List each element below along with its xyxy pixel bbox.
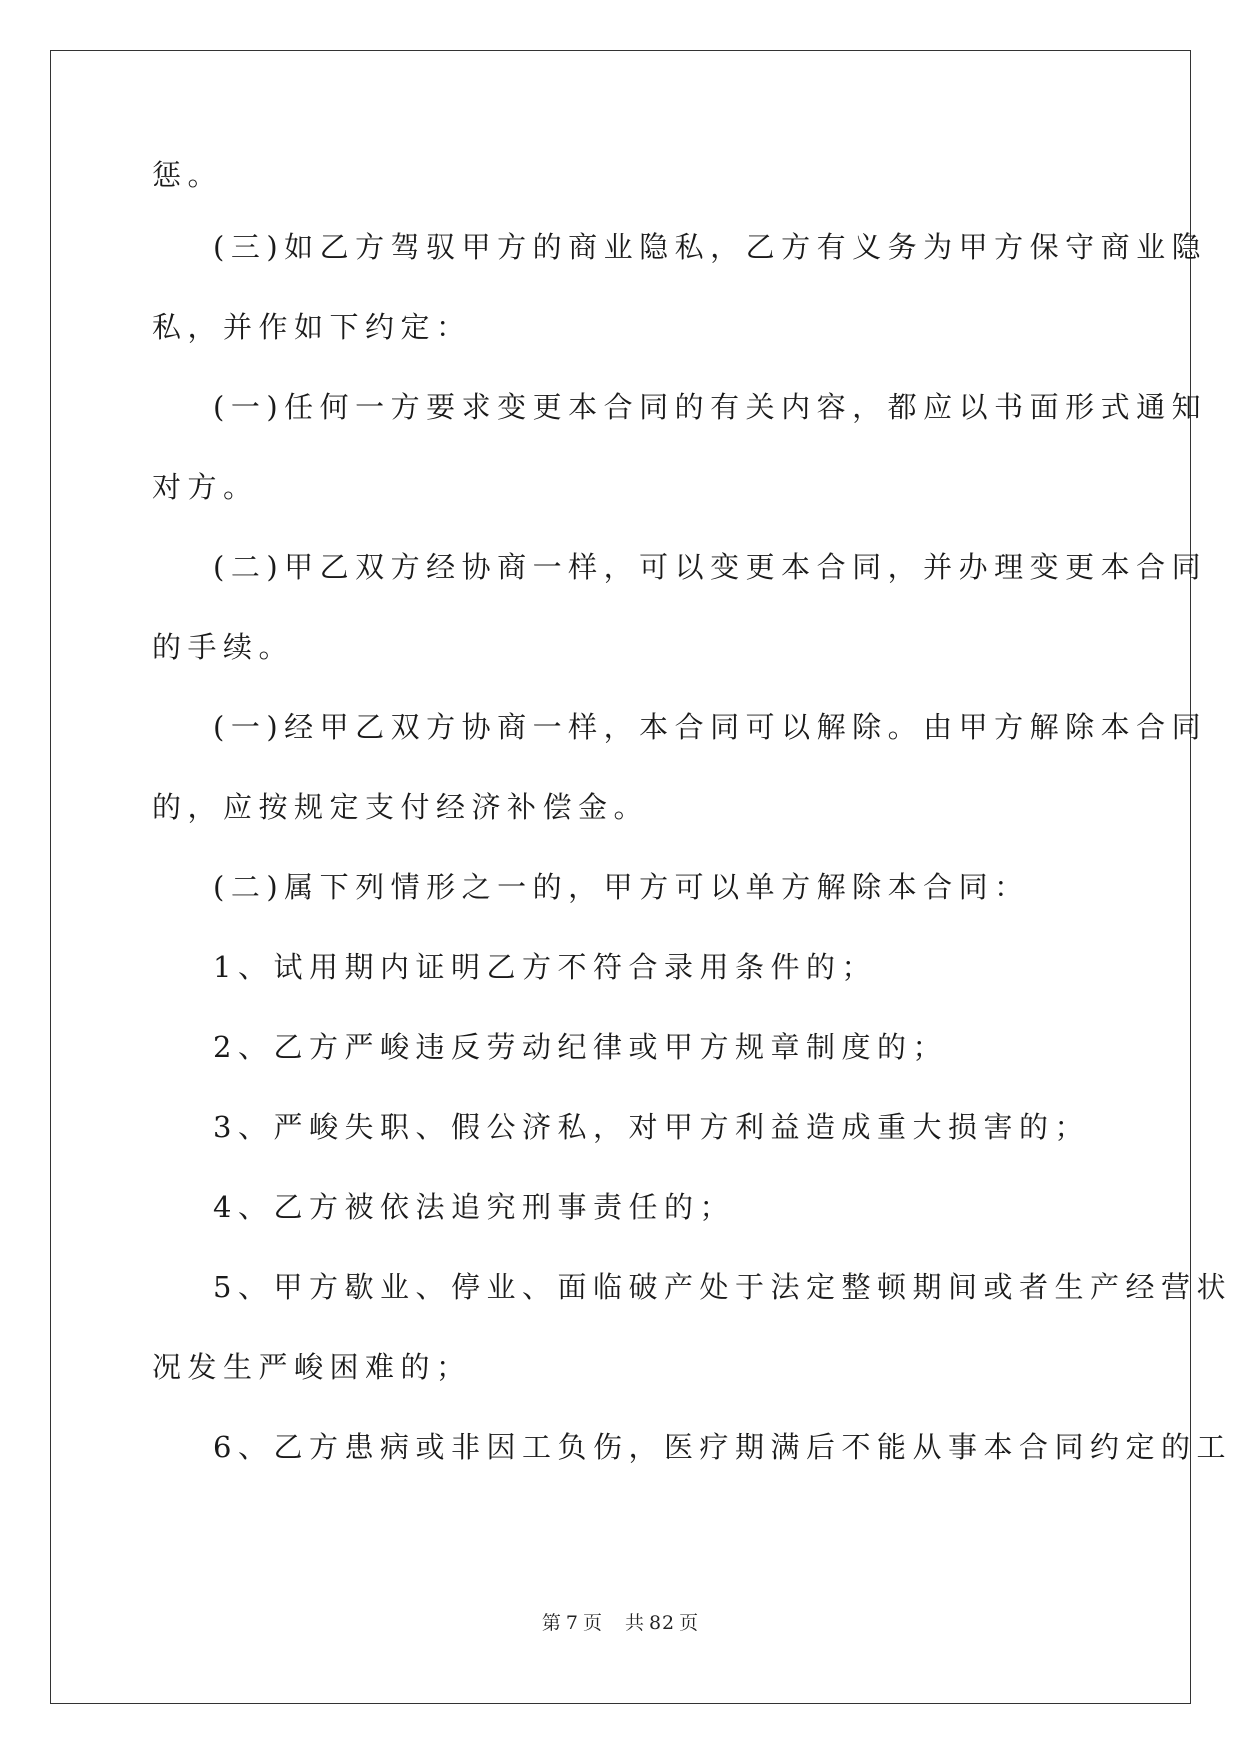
footer-page-prefix: 第	[541, 1612, 562, 1634]
text-line-1: 惩。	[152, 158, 224, 192]
text-line-8: (一)经甲乙双方协商一样，本合同可以解除。由甲方解除本合同	[213, 710, 1208, 744]
footer-total-suffix: 页	[679, 1612, 700, 1634]
text-line-9: 的，应按规定支付经济补偿金。	[152, 790, 650, 824]
text-line-11: 1、试用期内证明乙方不符合录用条件的；	[213, 950, 877, 984]
text-line-7: 的手续。	[152, 630, 295, 664]
text-line-13: 3、严峻失职、假公济私，对甲方利益造成重大损害的；	[213, 1110, 1090, 1144]
footer-total-pages: 82	[648, 1612, 676, 1634]
text-line-16: 况发生严峻困难的；	[152, 1350, 472, 1384]
text-line-17: 6、乙方患病或非因工负伤，医疗期满后不能从事本合同约定的工	[213, 1430, 1232, 1464]
footer-total-prefix: 共	[624, 1612, 645, 1634]
text-line-15: 5、甲方歇业、停业、面临破产处于法定整顿期间或者生产经营状	[213, 1270, 1232, 1304]
footer-page-number: 7	[565, 1612, 579, 1634]
text-line-10: (二)属下列情形之一的，甲方可以单方解除本合同：	[213, 870, 1030, 904]
text-line-5: 对方。	[152, 470, 259, 504]
text-line-4: (一)任何一方要求变更本合同的有关内容，都应以书面形式通知	[213, 390, 1208, 424]
text-line-12: 2、乙方严峻违反劳动纪律或甲方规章制度的；	[213, 1030, 948, 1064]
text-line-3: 私，并作如下约定：	[152, 310, 472, 344]
footer-page-suffix: 页	[582, 1612, 603, 1634]
text-line-2: (三)如乙方驾驭甲方的商业隐私，乙方有义务为甲方保守商业隐	[213, 230, 1208, 264]
text-line-6: (二)甲乙双方经协商一样，可以变更本合同，并办理变更本合同	[213, 550, 1208, 584]
page-footer	[0, 1608, 1241, 1635]
text-line-14: 4、乙方被依法追究刑事责任的；	[213, 1190, 735, 1224]
